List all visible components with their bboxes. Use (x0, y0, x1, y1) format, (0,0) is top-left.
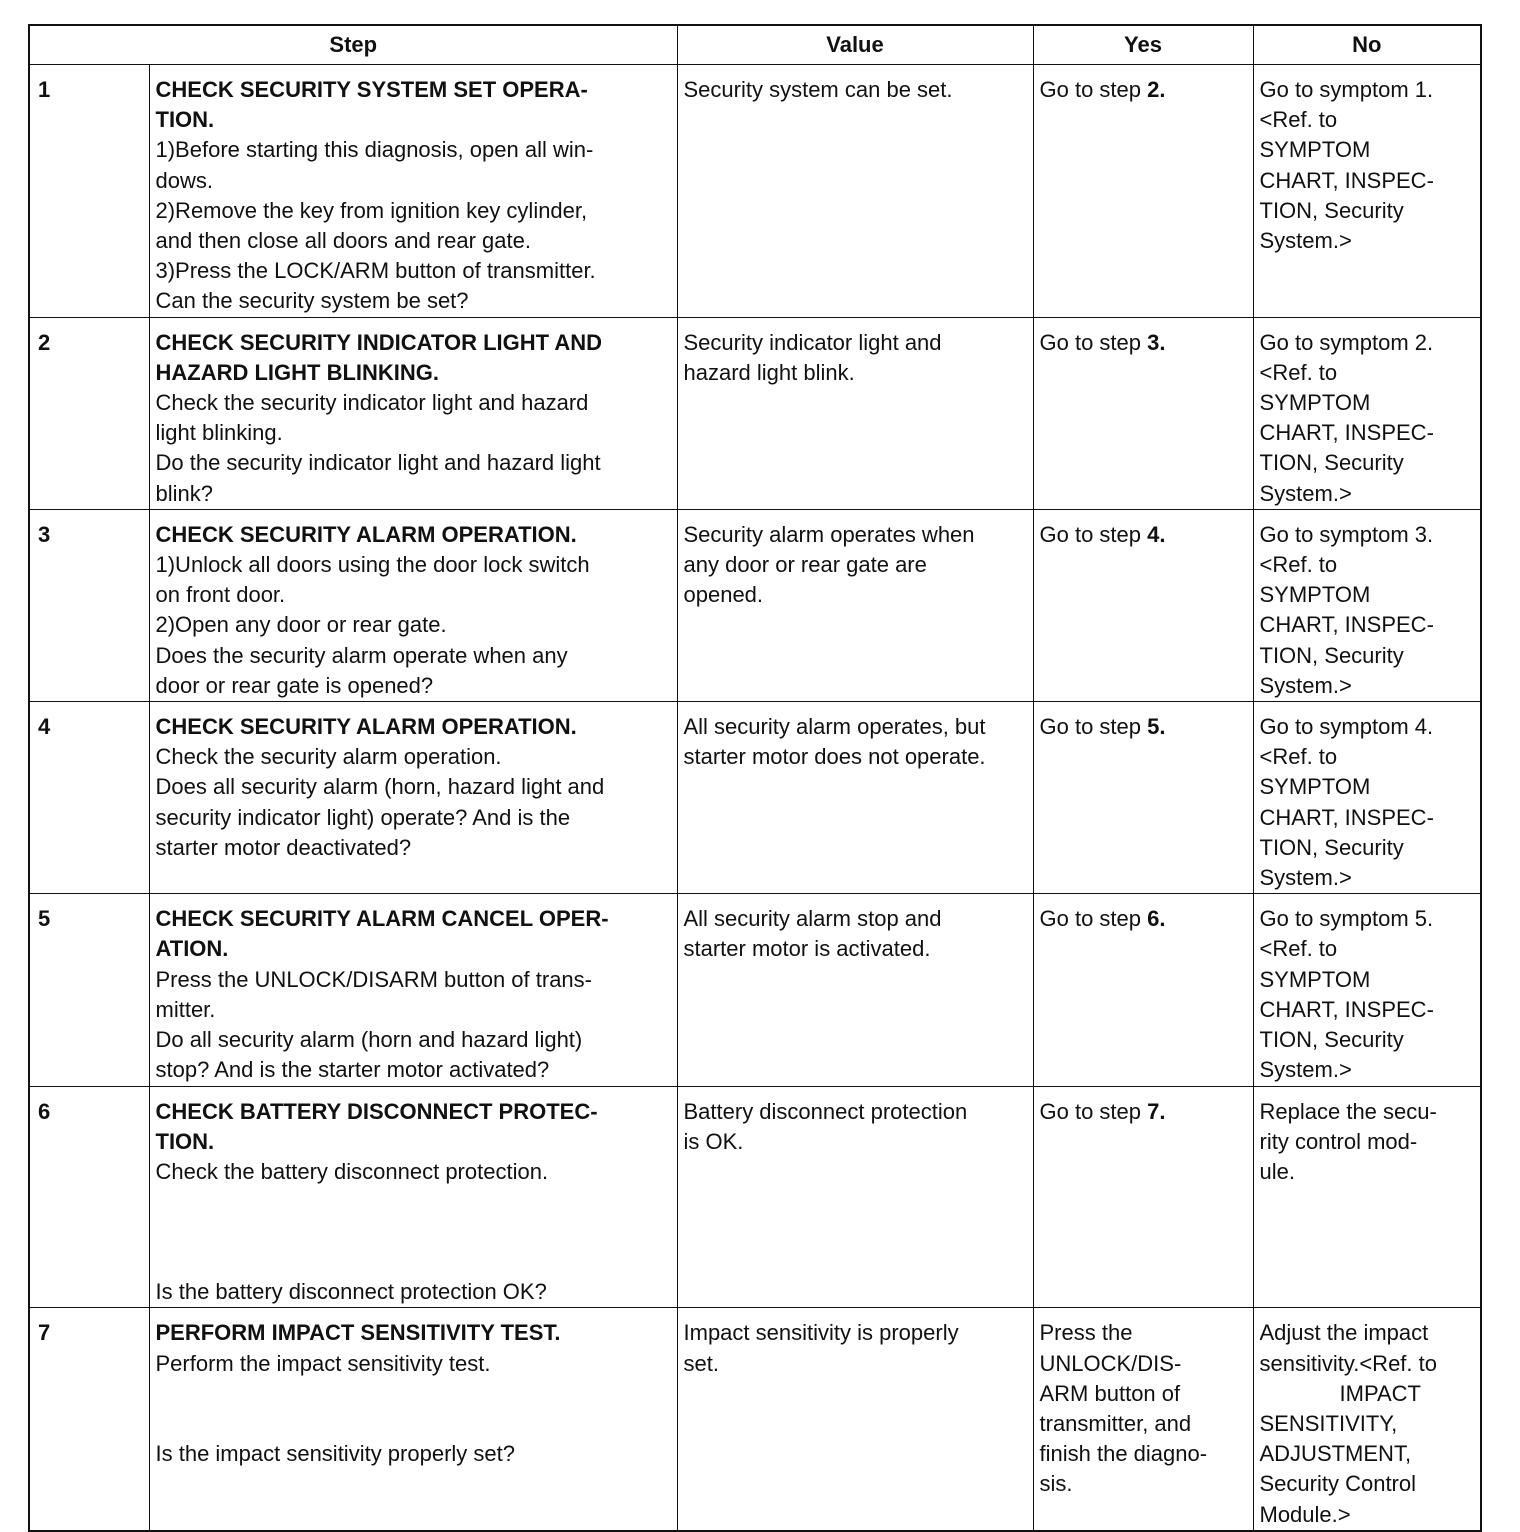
yes-cell (1033, 65, 1253, 318)
step-question: starter motor deactivated? (155, 834, 412, 860)
header-row (29, 25, 1481, 65)
step-text: Check the battery disconnect protection. (155, 1158, 549, 1184)
step-title: CHECK SECURITY ALARM CANCEL OPER- (155, 906, 609, 932)
yes-text: Go to step (1039, 329, 1148, 355)
yes-text: Go to step (1039, 714, 1148, 740)
no-text: <Ref. to (1259, 744, 1338, 770)
no-text: ADJUSTMENT, (1259, 1441, 1412, 1467)
yes-text: Press the (1039, 1320, 1133, 1346)
no-text: TION, Security (1259, 834, 1404, 860)
value-cell (677, 1086, 1033, 1308)
no-text: Go to symptom 5. (1259, 906, 1434, 932)
no-text: SYMPTOM (1259, 966, 1371, 992)
value-text: opened. (683, 582, 764, 608)
step-number: 2 (29, 317, 149, 509)
yes-text: Go to step (1039, 521, 1148, 547)
no-text: Adjust the impact (1259, 1320, 1429, 1346)
value-text: starter motor is activated. (683, 936, 931, 962)
step-question: Is the impact sensitivity properly set? (155, 1440, 515, 1466)
step-text: Perform the impact sensitivity test. (155, 1350, 491, 1376)
value-cell (677, 509, 1033, 701)
yes-cell (1033, 1308, 1253, 1531)
step-text: Check the security indicator light and hazard (155, 390, 589, 416)
value-text: hazard light blink. (683, 359, 855, 385)
no-text: System.> (1259, 865, 1352, 891)
value-text: Security system can be set. (683, 77, 953, 102)
step-question: Does all security alarm (horn, hazard light and (155, 774, 605, 800)
table-row (29, 702, 1481, 894)
value-text: is OK. (683, 1128, 744, 1154)
step-title: CHECK SECURITY ALARM OPERATION. (155, 714, 577, 740)
value-cell (677, 702, 1033, 894)
step-title: CHECK SECURITY SYSTEM SET OPERA- (155, 77, 588, 102)
step-question: Can the security system be set? (155, 288, 469, 314)
value-text: All security alarm stop and (683, 906, 942, 932)
step-title: ATION. (155, 936, 229, 962)
yes-step-ref: 7. (1147, 1098, 1166, 1124)
yes-step-ref: 6. (1147, 906, 1166, 932)
no-cell (1253, 1308, 1481, 1531)
diagnosis-table (28, 24, 1482, 1532)
step-text: Check the security alarm operation. (155, 744, 502, 770)
no-text: Replace the secu- (1259, 1098, 1437, 1124)
step-text: on front door. (155, 582, 286, 608)
step-text: 1)Unlock all doors using the door lock switch (155, 552, 590, 578)
step-number: 7 (29, 1308, 149, 1531)
value-text: Security indicator light and (683, 329, 942, 355)
value-text: Battery disconnect protection (683, 1098, 968, 1124)
no-text: SENSITIVITY, (1259, 1410, 1398, 1436)
no-text: <Ref. to (1259, 936, 1338, 962)
no-cell (1253, 894, 1481, 1086)
step-title: CHECK SECURITY INDICATOR LIGHT AND (155, 329, 603, 355)
table-row (29, 1308, 1481, 1531)
step-title: CHECK BATTERY DISCONNECT PROTEC- (155, 1098, 598, 1124)
no-text: Go to symptom 1. (1259, 77, 1434, 102)
step-text: 2)Remove the key from ignition key cylinder, (155, 197, 588, 223)
table-row (29, 317, 1481, 509)
step-description (149, 702, 677, 894)
no-text: TION, Security (1259, 450, 1404, 476)
no-text: rity control mod- (1259, 1128, 1418, 1154)
step-description (149, 509, 677, 701)
yes-text: Go to step (1039, 77, 1148, 102)
step-text: light blinking. (155, 420, 283, 446)
yes-text: Go to step (1039, 1098, 1148, 1124)
value-cell (677, 317, 1033, 509)
yes-step-ref: 3. (1147, 329, 1166, 355)
yes-step-ref: 2. (1147, 77, 1166, 102)
yes-cell (1033, 702, 1253, 894)
step-description (149, 65, 677, 318)
step-number: 3 (29, 509, 149, 701)
no-text: Go to symptom 3. (1259, 521, 1434, 547)
step-text: Press the UNLOCK/DISARM button of trans- (155, 966, 592, 992)
table-row (29, 509, 1481, 701)
value-text: Impact sensitivity is properly (683, 1320, 959, 1346)
step-question: Does the security alarm operate when any (155, 642, 568, 668)
header-no: No (1253, 25, 1481, 65)
step-number: 6 (29, 1086, 149, 1308)
step-text: mitter. (155, 996, 216, 1022)
yes-cell (1033, 317, 1253, 509)
step-question: Is the battery disconnect protection OK? (155, 1279, 547, 1305)
value-cell (677, 894, 1033, 1086)
table-row (29, 894, 1481, 1086)
step-question: door or rear gate is opened? (155, 672, 434, 698)
no-cell (1253, 702, 1481, 894)
header-yes: Yes (1033, 25, 1253, 65)
step-question: Do the security indicator light and hazard light (155, 450, 601, 476)
step-title: HAZARD LIGHT BLINKING. (155, 359, 440, 385)
header-value: Value (677, 25, 1033, 65)
step-description (149, 1308, 677, 1531)
yes-text: finish the diagno- (1039, 1441, 1208, 1467)
no-text: CHART, INSPEC- (1259, 612, 1434, 638)
step-title: CHECK SECURITY ALARM OPERATION. (155, 521, 577, 547)
step-title: TION. (155, 1128, 215, 1154)
step-title: TION. (155, 107, 215, 133)
no-text: sensitivity.<Ref. to (1259, 1350, 1437, 1376)
no-cell (1253, 509, 1481, 701)
value-text: any door or rear gate are (683, 552, 927, 578)
table-row (29, 65, 1481, 318)
header-step: Step (29, 25, 677, 65)
yes-cell (1033, 509, 1253, 701)
value-text: starter motor does not operate. (683, 744, 986, 770)
step-question: Do all security alarm (horn and hazard light) (155, 1027, 583, 1053)
value-text: All security alarm operates, but (683, 714, 986, 740)
no-text: SYMPTOM (1259, 137, 1371, 163)
step-description (149, 1086, 677, 1308)
yes-text: transmitter, and (1039, 1410, 1192, 1436)
step-text: 1)Before starting this diagnosis, open all win- (155, 137, 594, 163)
spacer (156, 1187, 673, 1277)
no-text: TION, Security (1259, 1027, 1404, 1053)
no-text: CHART, INSPEC- (1259, 167, 1434, 193)
no-text: System.> (1259, 1057, 1352, 1083)
no-text: Module.> (1259, 1501, 1351, 1527)
value-text: Security alarm operates when (683, 521, 975, 547)
no-text: IMPACT (1339, 1380, 1421, 1406)
no-text: SYMPTOM (1259, 390, 1371, 416)
no-text: System.> (1259, 480, 1352, 506)
step-number: 4 (29, 702, 149, 894)
no-text: System.> (1259, 228, 1352, 254)
yes-cell (1033, 894, 1253, 1086)
step-text: and then close all doors and rear gate. (155, 228, 531, 254)
no-text: SYMPTOM (1259, 774, 1371, 800)
step-description (149, 317, 677, 509)
no-text: ule. (1259, 1158, 1295, 1184)
value-text: set. (683, 1350, 719, 1376)
step-text: 3)Press the LOCK/ARM button of transmitter. (155, 258, 596, 284)
no-text: CHART, INSPEC- (1259, 420, 1434, 446)
no-text: <Ref. to (1259, 359, 1338, 385)
spacer (156, 1379, 673, 1439)
no-text: Security Control (1259, 1471, 1417, 1497)
yes-text: UNLOCK/DIS- (1039, 1350, 1182, 1376)
no-cell (1253, 317, 1481, 509)
yes-step-ref: 5. (1147, 714, 1166, 740)
no-text: SYMPTOM (1259, 582, 1371, 608)
no-text: CHART, INSPEC- (1259, 804, 1434, 830)
yes-text: sis. (1039, 1471, 1073, 1497)
no-text: TION, Security (1259, 197, 1404, 223)
yes-text: ARM button of (1039, 1380, 1181, 1406)
value-cell (677, 1308, 1033, 1531)
value-cell (677, 65, 1033, 318)
table-row (29, 1086, 1481, 1308)
step-text: dows. (155, 167, 213, 193)
no-cell (1253, 1086, 1481, 1308)
no-cell (1253, 65, 1481, 318)
step-number: 1 (29, 65, 149, 318)
yes-step-ref: 4. (1147, 521, 1166, 547)
no-text: <Ref. to (1259, 552, 1338, 578)
step-text: 2)Open any door or rear gate. (155, 612, 447, 638)
step-description (149, 894, 677, 1086)
step-question: security indicator light) operate? And is the (155, 804, 571, 830)
yes-text: Go to step (1039, 906, 1148, 932)
no-text: CHART, INSPEC- (1259, 996, 1434, 1022)
no-text: <Ref. to (1259, 107, 1338, 133)
no-text: TION, Security (1259, 642, 1404, 668)
step-number: 5 (29, 894, 149, 1086)
no-text: Go to symptom 4. (1259, 714, 1434, 740)
no-text: Go to symptom 2. (1259, 329, 1434, 355)
step-question: stop? And is the starter motor activated? (155, 1057, 550, 1083)
step-question: blink? (155, 480, 213, 506)
yes-cell (1033, 1086, 1253, 1308)
no-text: System.> (1259, 672, 1352, 698)
step-title: PERFORM IMPACT SENSITIVITY TEST. (155, 1320, 561, 1346)
